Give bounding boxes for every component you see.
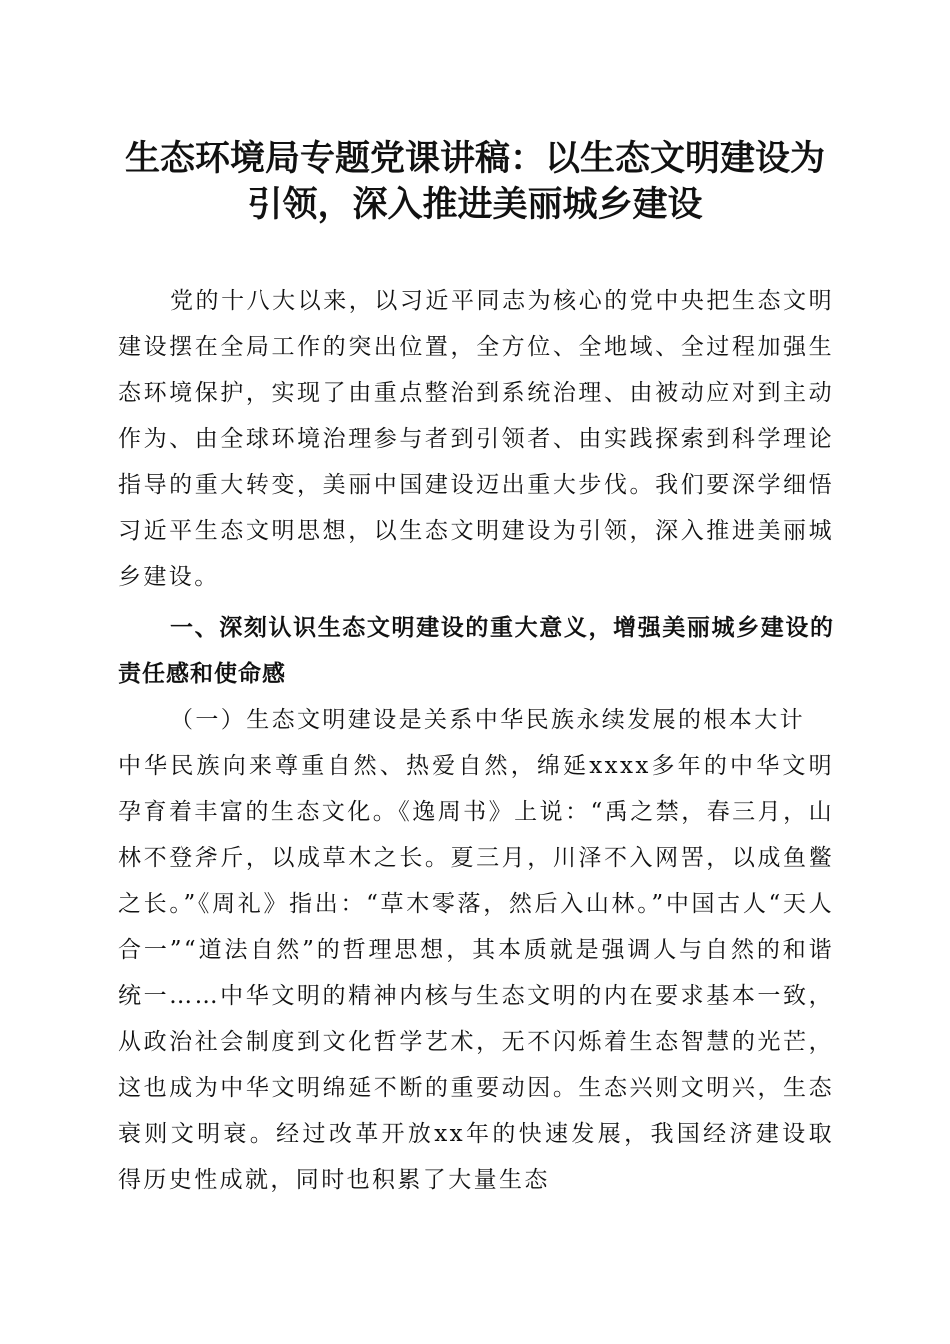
title-line-1: 生态环境局专题党课讲稿：以生态文明建设为 bbox=[124, 138, 825, 179]
subsection-1-heading: （一）生态文明建设是关系中华民族永续发展的根本大计 bbox=[170, 707, 805, 733]
title-line-2: 引领，深入推进美丽城乡建设 bbox=[247, 184, 703, 225]
body-paragraph-2: 中华民族向来尊重自然、热爱自然，绵延xxxx多年的中华文明孕育着丰富的生态文化。《逸周书》上说：“禹之禁，春三月，山林不登斧斤，以成草木之长。夏三月，川泽不入网罟，以成鱼鳖之长。”《周礼》指出：“草木零落，然后入山林。”中国古人“天人合一”“道法自然”的哲理思想，其本质就是强调人与自然的和谐统一……中华文明的精神内核与生态文明的内在要求基本一致，从政治社会制度到文化哲学艺术，无不闪烁着生态智慧的光芒，这也成为中华文明绵延不断的重要动因。生态兴则文明兴，生态衰则文明衰。经过改革开放xx年的快速发展，我国经济建设取得历史性成就，同时也积累了大量生态 bbox=[118, 753, 834, 1193]
intro-paragraph: 党的十八大以来，以习近平同志为核心的党中央把生态文明建设摆在全局工作的突出位置，全方位、全地域、全过程加强生态环境保护，实现了由重点整治到系统治理、由被动应对到主动作为、由全球环境治理参与者到引领者、由实践探索到科学理论指导的重大转变，美丽中国建设迈出重大步伐。我们要深学细悟习近平生态文明思想，以生态文明建设为引领，深入推进美丽城乡建设。 bbox=[118, 288, 834, 590]
section-1-heading: 一、深刻认识生态文明建设的重大意义，增强美丽城乡建设的责任感和使命感 bbox=[118, 615, 834, 687]
document-title bbox=[110, 136, 840, 228]
document-body bbox=[118, 278, 834, 1203]
